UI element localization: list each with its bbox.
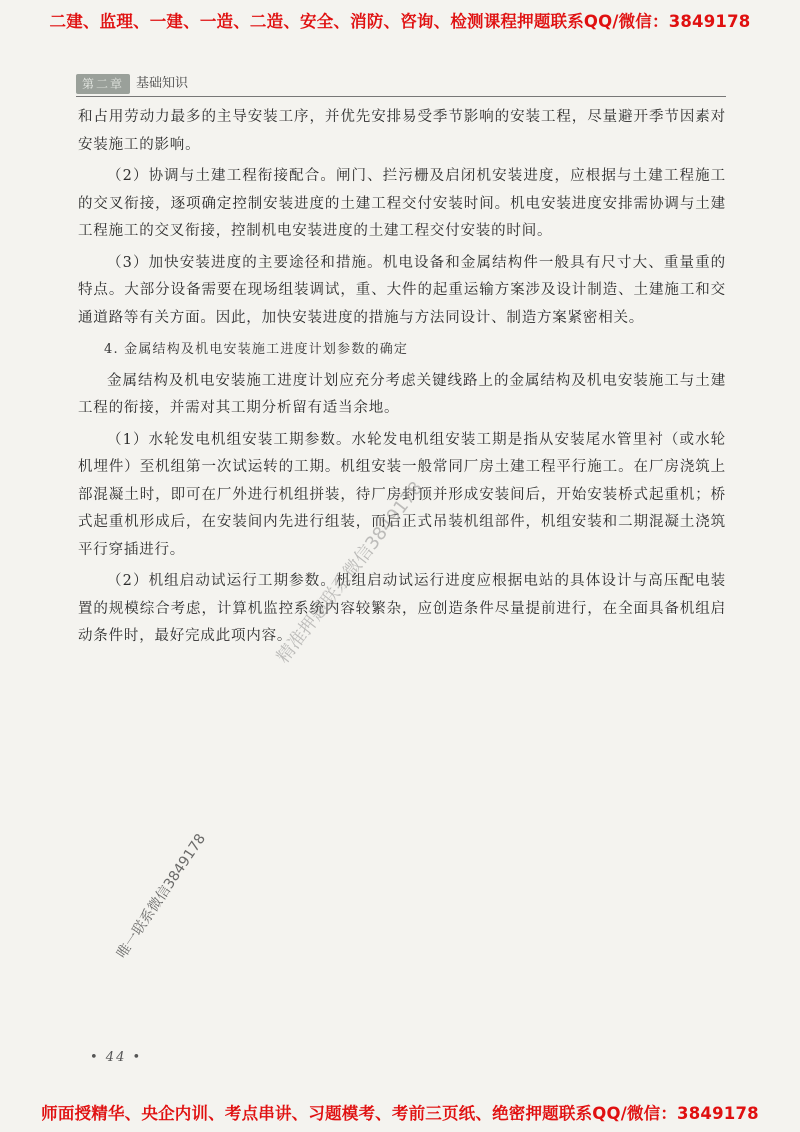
section-title: 基础知识 <box>136 76 189 91</box>
watermark-contact: 唯一联系微信3849178 <box>113 831 210 962</box>
body-text <box>78 104 726 655</box>
watermark-diagonal: 精准押题联系微信3849178 <box>272 477 428 668</box>
bottom-promo-banner: 师面授精华、央企内训、考点串讲、习题模考、考前三页纸、绝密押题联系QQ/微信：3849178 <box>41 1104 759 1123</box>
page-number: • 44 • <box>90 1050 143 1065</box>
paragraph-turbine-installation: （1）水轮发电机组安装工期参数。水轮发电机组安装工期是指从安装尾水管里衬（或水轮机埋件）至机组第一次试运转的工期。机组安装一般常同厂房土建工程平行施工。在厂房浇筑上部混凝土时，即可在厂外进行机组拼装，待厂房封顶并形成安装间后，开始安装桥式起重机；桥式起重机形成后，在安装间内先进行组装，而后正式吊装机组部件，机组安装和二期混凝土浇筑平行穿插进行。 <box>78 431 726 558</box>
paragraph-acceleration-measures: （3）加快安装进度的主要途径和措施。机电设备和金属结构件一般具有尺寸大、重量重的特点。大部分设备需要在现场组装调试，重、大件的起重运输方案涉及设计制造、土建施工和交通道路等有关方面。因此，加快安装进度的措施与方法同设计、制造方案紧密相关。 <box>78 254 726 326</box>
paragraph-schedule-intro: 金属结构及机电安装施工进度计划应充分考虑关键线路上的金属结构及机电安装施工与土建工程的衔接，并需对其工期分析留有适当余地。 <box>78 372 726 416</box>
top-promo-banner: 二建、监理、一建、一造、二造、安全、消防、咨询、检测课程押题联系QQ/微信：3849178 <box>49 12 751 31</box>
page-header <box>76 72 726 98</box>
paragraph-startup-trial: （2）机组启动试运行工期参数。机组启动试运行进度应根据电站的具体设计与高压配电装置的规模综合考虑，计算机监控系统内容较繁杂，应创造条件尽量提前进行，在全面具备机组启动条件时，最好完成此项内容。 <box>78 573 726 644</box>
header-divider <box>76 96 726 97</box>
chapter-badge: 第二章 <box>76 74 130 94</box>
subsection-heading: 4. 金属结构及机电安装施工进度计划参数的确定 <box>104 342 409 357</box>
paragraph-continuation: 和占用劳动力最多的主导安装工序，并优先安排易受季节影响的安装工程，尽量避开季节因素对安装施工的影响。 <box>78 109 726 153</box>
paragraph-civil-coordination: （2）协调与土建工程衔接配合。闸门、拦污栅及启闭机安装进度，应根据与土建工程施工的交叉衔接，逐项确定控制安装进度的土建工程交付安装时间。机电安装进度安排需协调与土建工程施工的交叉衔接，控制机电安装进度的土建工程交付安装的时间。 <box>78 168 726 239</box>
